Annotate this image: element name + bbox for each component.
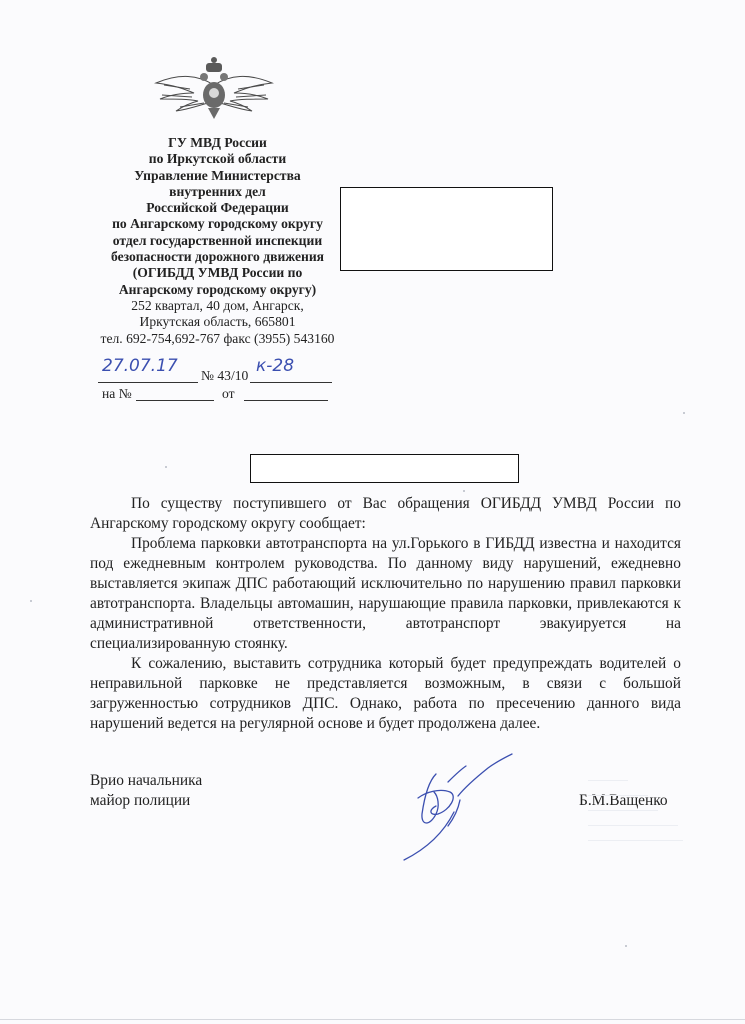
phone-line: тел. 692-754,692-767 факс (3955) 543160 [100,330,335,346]
signer-rank-line: майор полиции [90,792,191,809]
registration-block [98,356,338,408]
date-underline [98,382,198,383]
signer-position-line: Врио начальника [90,772,203,789]
handwritten-signature [388,752,528,867]
bleed-through-marks [588,772,698,847]
reply-date-label: от [222,386,235,401]
double-headed-eagle-emblem-icon [150,55,278,123]
header-line: внутренних дел [169,183,266,199]
address-line: 252 квартал, 40 дом, Ангарск, [131,297,304,313]
scan-edge-line [0,1019,745,1020]
address-line: Иркутская область, 665801 [139,314,296,330]
number-underline [250,382,332,383]
scan-speck [625,945,627,947]
scan-speck [30,600,32,602]
handwritten-date: 27.07.17 [102,356,178,376]
body-paragraph: К сожалению, выставить сотрудника который будет предупреждать водителей о неправильной парковке не представляется возможным, в связи с большой загруженностью сотрудников ДПС. Однако, работа по пресечению данного вида нарушений ведется на регулярной основе и будет продолжена далее. [90,655,681,732]
outgoing-number-label: № 43/10 [201,368,249,383]
header-line: по Иркутской области [148,151,287,167]
reply-to-number-label: на № [102,386,132,401]
header-line: по Ангарскому городскому округу [112,216,323,232]
signer-name: Б.М.Ващенко [579,792,668,809]
header-line: (ОГИБДД УМВД России по [132,265,303,281]
header-line: Российской Федерации [146,200,289,216]
header-line: ГУ МВД России [168,135,267,150]
header-line: Ангарскому городскому округу) [118,281,317,297]
header-line: Управление Министерства [134,167,301,183]
redacted-addressee-name [250,454,519,483]
body-paragraph: По существу поступившего от Вас обращения ОГИБДД УМВД России по Ангарскому городскому округу сообщает: [90,495,681,532]
scan-speck [683,412,685,414]
letter-body [90,494,681,734]
handwritten-number: к-28 [256,356,295,376]
sender-header [85,135,350,347]
header-line: отдел государственной инспекции [112,232,323,248]
reply-date-underline [244,400,328,401]
scan-speck [463,490,465,492]
reply-number-underline [136,400,214,401]
redacted-recipient-block [340,187,553,271]
scan-speck [165,466,167,468]
header-line: безопасности дорожного движения [110,249,325,265]
body-paragraph: Проблема парковки автотранспорта на ул.Горького в ГИБДД известна и находится под ежедневным контролем руководства. По данному виду нарушений, ежедневно выставляется экипаж ДПС работающий исключительно по нарушению правил парковки автотранспорта. Владельцы автомашин, нарушающие правила парковки, привлекаются к административной ответственности, автотранспорт эвакуируется на специализированную стоянку. [90,535,681,652]
signer-position [90,771,202,811]
